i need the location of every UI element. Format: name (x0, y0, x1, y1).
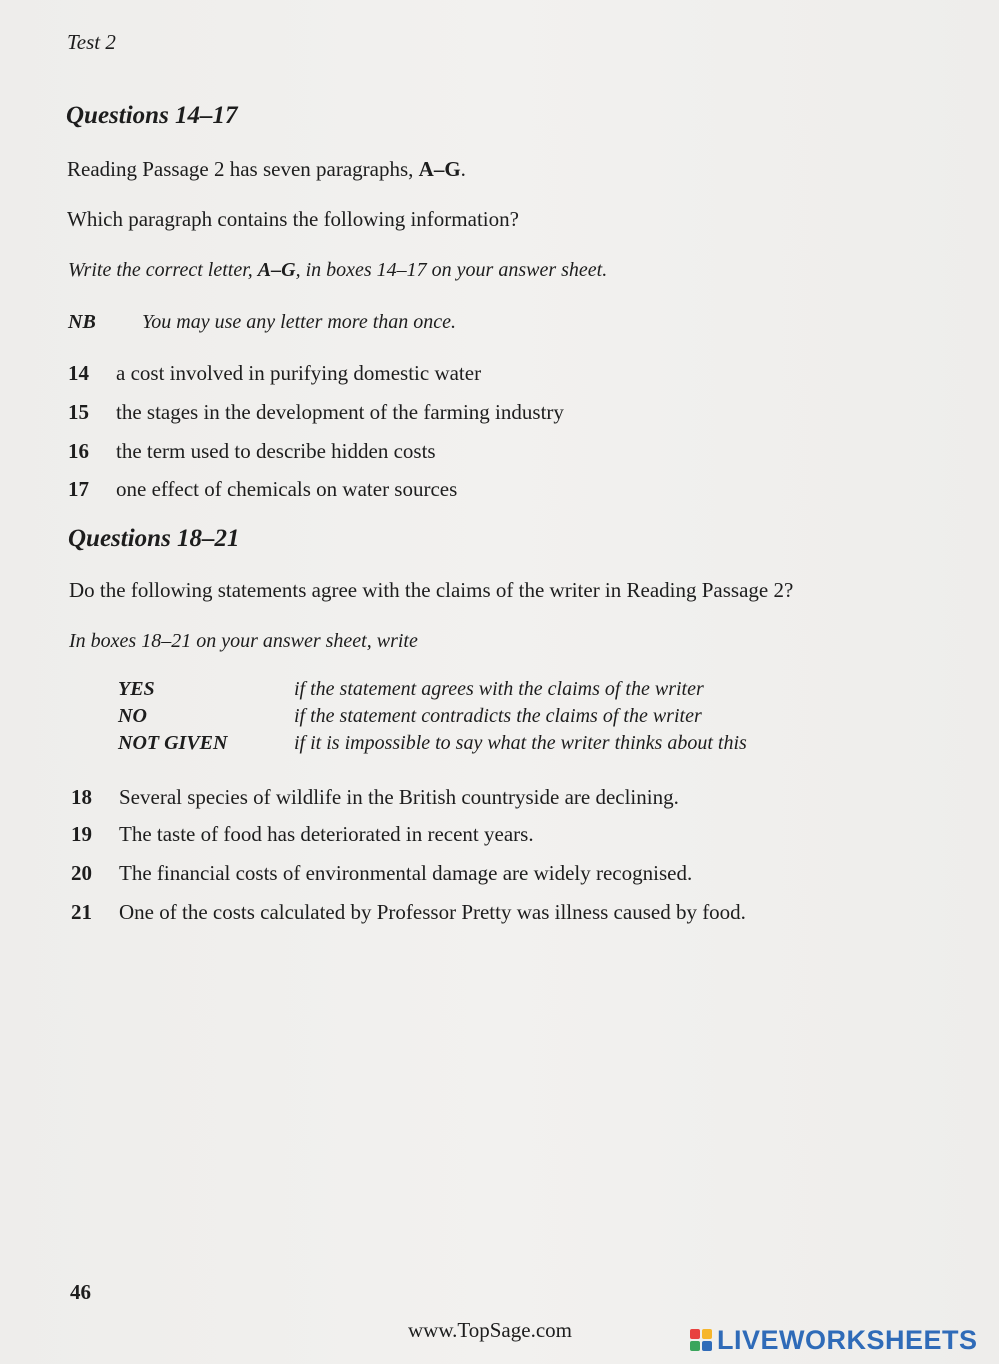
question-number: 14 (68, 361, 89, 385)
statement-text: Several species of wildlife in the British countryside are declining. (119, 785, 679, 809)
statement-item (71, 822, 534, 847)
section1-intro (67, 157, 466, 182)
answer-key-term: NOT GIVEN (118, 732, 228, 754)
question-number: 17 (68, 477, 89, 501)
question-item (68, 477, 457, 502)
statement-item (71, 900, 746, 925)
section1-intro-range: A–G (418, 157, 461, 181)
answer-key-row (118, 732, 747, 759)
section-heading-18-21: Questions 18–21 (68, 525, 240, 552)
section1-intro-text: Reading Passage 2 has seven paragraphs, (67, 157, 419, 181)
question-item (68, 400, 564, 425)
section1-question: Which paragraph contains the following information? (67, 207, 519, 231)
running-head: Test 2 (67, 30, 116, 54)
answer-key-meaning: if it is impossible to say what the writer thinks about this (294, 732, 747, 754)
page-number: 46 (70, 1280, 91, 1304)
answer-key-term: NO (118, 705, 147, 727)
section-heading-14-17: Questions 14–17 (66, 102, 238, 129)
liveworksheets-logo[interactable] (690, 1322, 978, 1358)
question-text: a cost involved in purifying domestic water (116, 361, 482, 385)
statement-text: The financial costs of environmental damage are widely recognised. (119, 861, 693, 885)
question-item (68, 361, 481, 386)
question-item (68, 439, 436, 464)
section1-intro-end: . (460, 157, 466, 181)
statement-item (71, 861, 692, 886)
statement-number: 18 (71, 785, 92, 809)
answer-key-table (118, 678, 747, 759)
section2-instruction: In boxes 18–21 on your answer sheet, write (69, 630, 418, 652)
nb-note (68, 311, 456, 334)
answer-key-row (118, 678, 747, 705)
statement-number: 21 (71, 900, 92, 924)
statement-text: The taste of food has deteriorated in recent years. (119, 822, 534, 846)
section1-instruction-range: A–G (257, 259, 296, 281)
nb-label: NB (68, 311, 96, 333)
question-text: the stages in the development of the farming industry (116, 400, 564, 424)
section1-instruction-a: Write the correct letter, (68, 259, 258, 281)
liveworksheets-logo-text: LIVEWORKSHEETS (717, 1324, 978, 1355)
statement-number: 20 (71, 861, 92, 885)
question-number: 15 (68, 400, 89, 424)
statement-text: One of the costs calculated by Professor Pretty was illness caused by food. (119, 900, 746, 924)
answer-key-term: YES (118, 678, 155, 700)
section1-instruction-b: , in boxes 14–17 on your answer sheet. (295, 259, 608, 281)
statement-number: 19 (71, 822, 92, 846)
question-number: 16 (68, 439, 89, 463)
liveworksheets-logo-icon (690, 1329, 712, 1351)
question-text: one effect of chemicals on water sources (116, 477, 458, 501)
section1-instruction (68, 259, 607, 282)
statement-item (71, 785, 679, 810)
website-url[interactable]: www.TopSage.com (408, 1318, 572, 1342)
logo-square-yellow (702, 1329, 712, 1339)
logo-square-red (690, 1329, 700, 1339)
question-text: the term used to describe hidden costs (116, 439, 436, 463)
answer-key-meaning: if the statement agrees with the claims of the writer (294, 678, 704, 700)
nb-text: You may use any letter more than once. (142, 311, 457, 333)
answer-key-row (118, 705, 747, 732)
logo-square-blue (702, 1341, 712, 1351)
logo-square-green (690, 1341, 700, 1351)
answer-key-meaning: if the statement contradicts the claims of the writer (294, 705, 702, 727)
section2-question: Do the following statements agree with the claims of the writer in Reading Passage 2? (69, 578, 794, 602)
